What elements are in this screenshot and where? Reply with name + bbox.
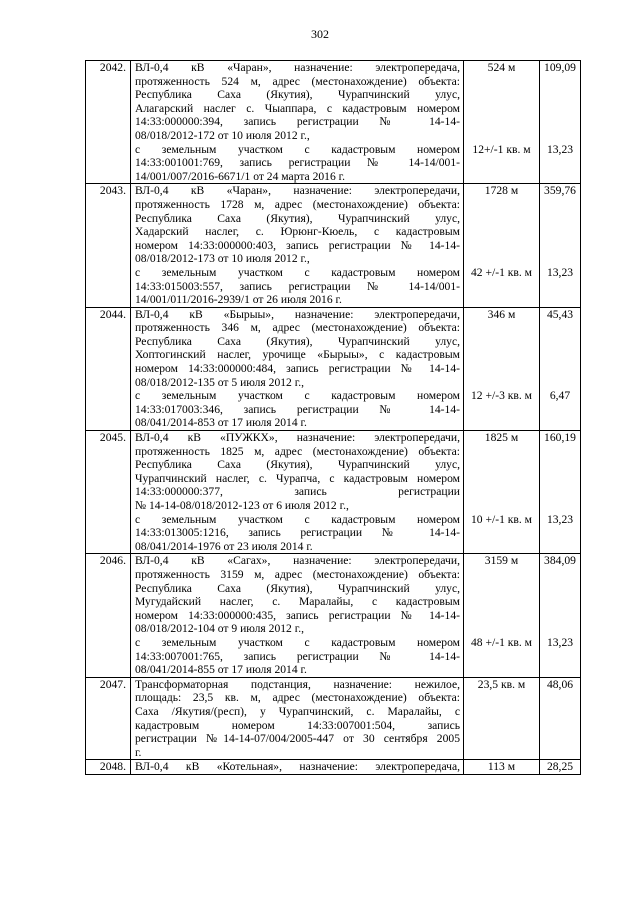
page-number: 302: [311, 27, 329, 41]
quantity-line: [464, 526, 539, 540]
value-line: [540, 88, 580, 102]
quantity-line: [464, 622, 539, 636]
quantity-line: [464, 335, 539, 349]
quantity-line: [464, 663, 539, 677]
value-line: 13,23: [546, 142, 574, 156]
quantity-line: 1728 м: [484, 184, 519, 198]
quantity-line: 12+/-1 кв. м: [472, 142, 531, 156]
value-line: [540, 691, 580, 705]
quantity-line: [464, 705, 539, 719]
quantity-line: 3159 м: [484, 554, 519, 568]
quantity-line: 12 +/-3 кв. м: [470, 389, 533, 403]
description-line: ВЛ-0,4 кВ «Котельная», назначение: электропередача,: [135, 760, 460, 774]
quantity-line: 113 м: [487, 760, 516, 774]
description-line: протяженность 346 м, адрес (местонахождение) объекта:: [135, 321, 460, 335]
quantity-line: [464, 582, 539, 596]
description-line: 14:33:007001:765, запись регистрации № 14-14-: [135, 649, 460, 663]
value-line: 160,19: [544, 431, 576, 445]
value-line: [540, 102, 580, 116]
description-line: ВЛ-0,4 кВ «ПУЖКХ», назначение: электропередачи,: [135, 431, 460, 445]
quantity-line: [464, 445, 539, 459]
value-line: [540, 212, 580, 226]
value-line: [540, 198, 580, 212]
quantity-line: [464, 691, 539, 705]
quantity-line: [464, 568, 539, 582]
description-line: номером 14:33:000000:435, запись регистрации № 14-14-: [135, 608, 460, 622]
value-line: [540, 568, 580, 582]
description-line: Трансформаторная подстанция, назначение: нежилое,: [135, 677, 460, 691]
value-line: [540, 225, 580, 239]
value-line: [540, 595, 580, 609]
description-line: площадь: 23,5 кв. м, адрес (местонахождение) объекта:: [135, 691, 460, 705]
value-line: [540, 526, 580, 540]
quantity-line: [464, 403, 539, 417]
description-line: 08/018/2012-135 от 5 июля 2012 г.,: [135, 375, 304, 389]
value-line: [540, 348, 580, 362]
description-line: Республика Саха (Якутия), Чурапчинский улус,: [135, 458, 460, 472]
quantity-line: [464, 102, 539, 116]
registry-row: [86, 61, 581, 184]
description-line: 08/018/2012-104 от 9 июля 2012 г.,: [135, 622, 304, 636]
description-line: с земельным участком с кадастровым номером: [135, 389, 460, 403]
value-line: [540, 458, 580, 472]
quantity-line: [464, 540, 539, 554]
object-quantity: [464, 554, 540, 677]
value-line: 109,09: [544, 61, 576, 74]
quantity-line: [464, 376, 539, 390]
row-number: 2042.: [86, 61, 131, 184]
quantity-line: [464, 280, 539, 294]
description-line: № 14-14-08/018/2012-123 от 6 июля 2012 г.,: [135, 499, 349, 512]
row-number: 2047.: [86, 677, 131, 760]
value-line: 13,23: [546, 635, 574, 649]
quantity-line: [464, 225, 539, 239]
description-line: 14:33:015003:557, запись регистрации № 14-14/001-: [135, 279, 460, 293]
description-line: 08/018/2012-172 от 10 июля 2012 г.,: [135, 128, 310, 142]
quantity-line: [464, 198, 539, 212]
quantity-line: [464, 609, 539, 623]
object-quantity: [464, 431, 540, 554]
description-line: 14:33:001001:769, запись регистрации № 14-14/001-: [135, 156, 460, 170]
description-line: 14/001/011/2016-2939/1 от 26 июля 2016 г.: [135, 293, 342, 307]
quantity-line: 42 +/-1 кв. м: [470, 265, 533, 279]
value-line: [540, 746, 580, 760]
quantity-line: [464, 595, 539, 609]
quantity-line: [464, 650, 539, 664]
value-line: [540, 705, 580, 719]
description-line: 14:33:000000:394, запись регистрации № 14-14-: [135, 115, 460, 129]
description-line: Хоптогинский наслег, урочище «Бырыы», с кадастровым: [135, 348, 460, 362]
row-number: 2046.: [86, 554, 131, 677]
value-line: [540, 499, 580, 513]
value-line: 48,06: [546, 677, 574, 691]
value-line: [540, 582, 580, 596]
value-line: [540, 650, 580, 664]
quantity-line: [464, 129, 539, 143]
object-description: [131, 61, 464, 184]
quantity-line: [464, 719, 539, 733]
value-line: [540, 719, 580, 733]
object-description: [131, 760, 464, 775]
quantity-line: 10 +/-1 кв. м: [470, 512, 533, 526]
value-line: [540, 115, 580, 129]
description-line: с земельным участком с кадастровым номером: [135, 512, 460, 526]
description-line: 14/001/007/2016-6671/1 от 24 марта 2016 г.: [135, 169, 346, 183]
quantity-line: 23,5 кв. м: [477, 677, 526, 691]
value-line: 13,23: [546, 512, 574, 526]
value-line: [540, 609, 580, 623]
object-value: [540, 307, 581, 430]
value-line: [540, 445, 580, 459]
value-line: [540, 416, 580, 430]
description-line: протяженность 524 м, адрес (местонахождение) объекта:: [135, 74, 460, 88]
description-line: 08/018/2012-173 от 10 июля 2012 г.,: [135, 252, 310, 266]
value-line: [540, 335, 580, 349]
description-line: протяженность 1825 м, адрес (местонахождение) объекта:: [135, 444, 460, 458]
description-line: с земельным участком с кадастровым номером: [135, 142, 460, 156]
registry-row: [86, 760, 581, 775]
value-line: [540, 403, 580, 417]
value-line: [540, 75, 580, 89]
value-line: [540, 252, 580, 266]
description-line: ВЛ-0,4 кВ «Чаран», назначение: электропередача,: [135, 61, 460, 74]
value-line: [540, 376, 580, 390]
quantity-line: [464, 115, 539, 129]
quantity-line: 48 +/-1 кв. м: [470, 635, 533, 649]
description-line: 14:33:013005:1216, запись регистрации № 14-14-: [135, 526, 460, 540]
quantity-line: [464, 293, 539, 307]
description-line: Республика Саха (Якутия), Чурапчинский улус,: [135, 334, 460, 348]
row-number: 2048.: [86, 760, 131, 775]
value-line: 28,25: [546, 760, 574, 774]
value-line: 45,43: [546, 307, 574, 321]
value-line: [540, 239, 580, 253]
description-line: 14:33:017003:346, запись регистрации № 14-14-: [135, 402, 460, 416]
description-line: Республика Саха (Якутия), Чурапчинский улус,: [135, 211, 460, 225]
description-line: Хадарский наслег, с. Юрюнг-Кюель, с кадастровым: [135, 225, 460, 239]
quantity-line: 524 м: [487, 61, 516, 74]
description-line: Чурапчинский наслег, с. Чурапча, с кадастровым номером: [135, 471, 460, 485]
value-line: [540, 732, 580, 746]
registry-row: [86, 677, 581, 760]
description-line: кадастровым номером 14:33:007001:504, запись: [135, 718, 460, 732]
value-line: 13,23: [546, 265, 574, 279]
registry-row: [86, 184, 581, 307]
quantity-line: [464, 499, 539, 513]
description-line: протяженность 3159 м, адрес (местонахождение) объекта:: [135, 567, 460, 581]
quantity-line: [464, 458, 539, 472]
description-line: ВЛ-0,4 кВ «Бырыы», назначение: электропередачи,: [135, 307, 460, 321]
value-line: [540, 293, 580, 307]
value-line: 359,76: [544, 184, 576, 198]
value-line: [540, 663, 580, 677]
value-line: [540, 129, 580, 143]
object-quantity: [464, 184, 540, 307]
description-line: регистрации №14-14-07/004/2005-447 от 30 сентября 2005: [135, 732, 460, 746]
description-line: Алагарский наслег с. Чыаппара, с кадастровым номером: [135, 101, 460, 115]
description-line: с земельным участком с кадастровым номером: [135, 265, 460, 279]
description-line: Республика Саха (Якутия), Чурапчинский улус,: [135, 88, 460, 102]
description-line: номером 14:33:000000:484, запись регистрации № 14-14-: [135, 362, 460, 376]
object-quantity: [464, 760, 540, 775]
object-value: [540, 184, 581, 307]
value-line: [540, 321, 580, 335]
description-line: 08/041/2014-853 от 17 июля 2014 г.: [135, 416, 307, 430]
quantity-line: [464, 75, 539, 89]
quantity-line: [464, 88, 539, 102]
quantity-line: [464, 348, 539, 362]
quantity-line: [464, 212, 539, 226]
object-description: [131, 307, 464, 430]
row-number: 2043.: [86, 184, 131, 307]
quantity-line: [464, 472, 539, 486]
registry-row: [86, 307, 581, 430]
object-value: [540, 760, 581, 775]
registry-body: [86, 61, 581, 775]
description-line: с земельным участком с кадастровым номером: [135, 635, 460, 649]
description-line: 14:33:000000:377, запись регистрации: [135, 485, 460, 499]
description-line: г.: [135, 745, 142, 759]
value-line: [540, 280, 580, 294]
quantity-line: 346 м: [487, 307, 516, 321]
quantity-line: [464, 362, 539, 376]
description-line: протяженность 1728 м, адрес (местонахождение) объекта:: [135, 197, 460, 211]
value-line: [540, 156, 580, 170]
value-line: [540, 170, 580, 184]
object-value: [540, 61, 581, 184]
quantity-line: 1825 м: [484, 431, 519, 445]
quantity-line: [464, 170, 539, 184]
value-line: [540, 540, 580, 554]
value-line: [540, 485, 580, 499]
row-number: 2045.: [86, 431, 131, 554]
object-description: [131, 677, 464, 760]
quantity-line: [464, 321, 539, 335]
value-line: 6,47: [549, 389, 571, 403]
object-description: [131, 554, 464, 677]
value-line: [540, 362, 580, 376]
description-line: ВЛ-0,4 кВ «Чаран», назначение: электропередачи,: [135, 184, 460, 198]
quantity-line: [464, 485, 539, 499]
value-line: [540, 472, 580, 486]
object-description: [131, 431, 464, 554]
object-value: [540, 431, 581, 554]
description-line: Республика Саха (Якутия), Чурапчинский улус,: [135, 581, 460, 595]
registry-row: [86, 554, 581, 677]
object-description: [131, 184, 464, 307]
quantity-line: [464, 252, 539, 266]
description-line: Мугудайский наслег, с. Маралайы, с кадастровым: [135, 595, 460, 609]
value-line: 384,09: [544, 554, 576, 568]
quantity-line: [464, 416, 539, 430]
quantity-line: [464, 239, 539, 253]
object-quantity: [464, 677, 540, 760]
object-quantity: [464, 307, 540, 430]
quantity-line: [464, 732, 539, 746]
registry-row: [86, 431, 581, 554]
row-number: 2044.: [86, 307, 131, 430]
object-quantity: [464, 61, 540, 184]
value-line: [540, 622, 580, 636]
description-line: ВЛ-0,4 кВ «Сагах», назначение: электропередачи,: [135, 554, 460, 568]
object-value: [540, 677, 581, 760]
registry-table: [85, 60, 581, 775]
description-line: 08/041/2014-1976 от 23 июля 2014 г.: [135, 539, 313, 553]
quantity-line: [464, 156, 539, 170]
description-line: 08/041/2014-855 от 17 июля 2014 г.: [135, 663, 307, 677]
object-value: [540, 554, 581, 677]
description-line: Саха /Якутия/(респ), у Чурапчинский, с. Маралайы, с: [135, 704, 460, 718]
quantity-line: [464, 746, 539, 760]
description-line: номером 14:33:000000:403, запись регистрации № 14-14-: [135, 238, 460, 252]
